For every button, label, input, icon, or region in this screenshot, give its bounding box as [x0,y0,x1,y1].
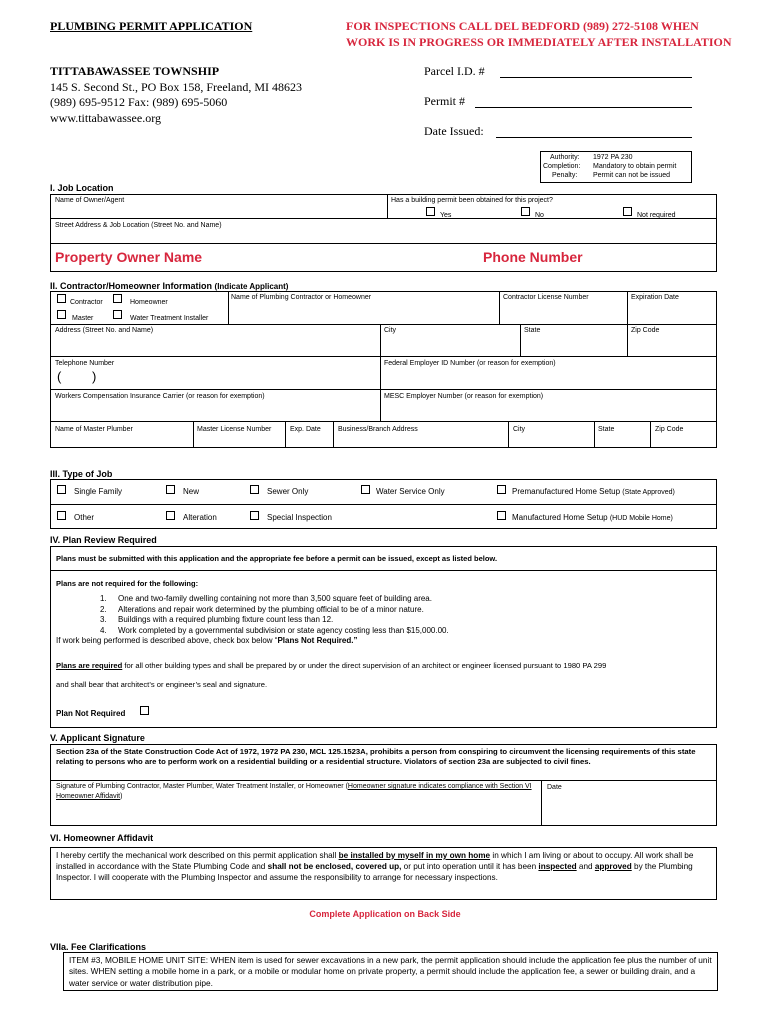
inspections-notice [346,18,732,50]
signature-date-label[interactable]: Date [547,784,562,791]
item-number: 1. [100,594,107,603]
plans-required-lead: Plans are required [56,661,123,670]
inspections-line-2: WORK IS IN PROGRESS OR IMMEDIATELY AFTER INSTALLATION [346,35,732,49]
item-number: 4. [100,625,107,635]
plan-exempt-item [100,605,449,616]
fein-label: Federal Employer ID Number (or reason for exemption) [384,360,556,367]
section-plan-review-heading: IV. Plan Review Required [50,535,157,545]
section-job-location-heading: I. Job Location [50,183,114,193]
authority-box [540,151,692,183]
instruction-prefix: If work being performed is described above, check box below “ [56,636,278,645]
state2-label: State [598,426,615,433]
divider [50,356,717,357]
plan-review-intro: Plans must be submitted with this application and the appropriate fee before a permit can be issued, except as listed below. [56,554,498,563]
divider [541,780,542,826]
job-other-label: Other [74,513,95,522]
divider [50,780,717,781]
authority-value: 1972 PA 230 [593,154,633,161]
applicant-contractor-checkbox[interactable] [57,294,66,303]
applicant-homeowner-checkbox[interactable] [113,294,122,303]
workers-comp-label: Workers Compensation Insurance Carrier (or reason for exemption) [55,393,265,400]
job-manufactured-checkbox[interactable] [497,511,506,520]
section-applicant-signature-heading: V. Applicant Signature [50,733,145,743]
applicant-wti-label: Water Treatment Installer [130,315,209,322]
permit-number-label: Permit # [424,94,465,108]
applicant-homeowner-label: Homeowner [130,299,168,306]
address-label: Address (Street No. and Name) [55,327,154,334]
authority-key: Authority: [550,154,580,161]
plan-exempt-item [100,594,449,605]
divider [50,324,717,325]
permit-yes-label: Yes [440,212,452,219]
permit-number-line[interactable] [475,107,692,108]
job-premanufactured-checkbox[interactable] [497,485,506,494]
affidavit-emphasis: be installed by myself in my own home [338,851,491,860]
divider [520,324,521,356]
premanufactured-note: (State Approved) [622,489,675,496]
plan-exempt-item [100,626,449,637]
completion-key: Completion: [543,163,581,170]
form-title: PLUMBING PERMIT APPLICATION [50,19,253,33]
divider [650,421,651,448]
job-special-inspection-checkbox[interactable] [250,511,259,520]
affidavit-part: by the Plumbing Inspector. I will cooperate with the Plumbing Inspector and assume the responsibility to arrange for necessary inspections. [56,862,693,882]
affidavit-part: I hereby certify the mechanical work described on this permit application shall [56,851,339,860]
statute-text: Section 23a of the State Construction Code Act of 1972, 1972 PA 230, MCL 125.1523A, prohibits a person from conspiring to circumvent the licensing requirements of this state relating to persons who are to perform work on a residential building or a residential structure. Violators of section 23a are subjected to civil fines. [56,747,696,766]
contractor-license-label: Contractor License Number [503,294,589,301]
section-type-of-job-heading: III. Type of Job [50,469,113,479]
divider [627,291,628,324]
plan-not-required-label: Plan Not Required [56,709,126,718]
item-number: 2. [100,604,107,614]
telephone-label: Telephone Number [55,360,115,367]
affidavit-part: or put into operation until it has been [401,862,539,871]
penalty-value: Permit can not be issued [593,172,671,179]
township-phone-fax: (989) 695-9512 Fax: (989) 695-5060 [50,95,228,109]
divider [50,504,717,505]
zip2-label: Zip Code [655,426,684,433]
contractor-heading-note: (Indicate Applicant) [214,282,289,291]
instruction-suffix: .” [351,636,358,645]
applicant-contractor-label: Contractor [70,299,103,306]
street-address-label: Street Address & Job Location (Street No. and Name) [55,222,222,229]
permit-no-checkbox[interactable] [521,207,530,216]
divider [380,324,381,422]
job-alteration-label: Alteration [183,513,217,522]
divider [50,570,717,571]
divider [333,421,334,448]
township-website: www.tittabawassee.org [50,110,161,125]
job-sewer-only-label: Sewer Only [267,487,309,496]
inspections-line-1: FOR INSPECTIONS CALL DEL BEDFORD (989) 272-5108 WHEN [346,19,699,33]
item-number: 3. [100,615,107,624]
owner-agent-label: Name of Owner/Agent [55,197,125,204]
contractor-heading-text: II. Contractor/Homeowner Information [50,281,213,291]
divider [627,324,628,356]
plan-exempt-item [100,615,449,626]
divider [193,421,194,448]
applicant-master-label: Master [72,315,94,322]
phone-paren-open: ( [57,369,62,384]
completion-value: Mandatory to obtain permit [593,163,677,170]
divider [285,421,286,448]
plans-required-text-2: and shall bear that architect’s or engineer’s seal and signature. [56,680,268,689]
divider [594,421,595,448]
permit-not-required-label: Not required [637,212,676,219]
affidavit-text [56,850,696,883]
permit-yes-checkbox[interactable] [426,207,435,216]
plans-required-text [56,661,606,672]
signature-label-text: Signature of Plumbing Contractor, Master Plumber, Water Treatment Installer, or Homeowner ( [56,783,348,790]
applicant-wti-checkbox[interactable] [113,310,122,319]
phone-paren-close: ) [92,369,97,384]
mesc-label: MESC Employer Number (or reason for exemption) [384,393,544,400]
divider [387,194,388,218]
building-permit-question: Has a building permit been obtained for this project? [391,197,553,204]
job-sewer-only-checkbox[interactable] [250,485,259,494]
state-label: State [524,327,541,334]
section-homeowner-affidavit-heading: VI. Homeowner Affidavit [50,833,154,843]
signature-label-note: Homeowner signature indicates compliance with Section VI Homeowner Affidavit [56,783,532,800]
master-license-label: Master License Number [197,426,272,433]
job-single-family-checkbox[interactable] [57,485,66,494]
item-text: Work completed by a governmental subdivision or state agency costing less than $15,000.00. [118,625,449,635]
job-other-checkbox[interactable] [57,511,66,520]
plans-not-required-instruction [56,636,357,647]
job-premanufactured-label [512,487,675,496]
divider [50,421,717,422]
item-text: One and two-family dwelling containing not more than 3,500 square feet of building area. [118,594,432,603]
expiration-date-label: Expiration Date [631,294,679,301]
item-text: Buildings with a required plumbing fixture count less than 12. [118,615,334,624]
job-single-family-label: Single Family [74,487,123,496]
divider [50,218,717,219]
permit-not-required-checkbox[interactable] [623,207,632,216]
business-address-label: Business/Branch Address [338,426,418,433]
contractor-name-label: Name of Plumbing Contractor or Homeowner [231,294,372,301]
property-owner-name[interactable]: Property Owner Name [55,249,203,265]
instruction-bold: Plans Not Required [277,636,352,645]
divider [508,421,509,448]
signature-field-label[interactable] [56,782,536,802]
divider [50,243,717,244]
zip-label: Zip Code [631,327,660,334]
affidavit-emphasis: inspected [538,862,577,871]
date-issued-line[interactable] [496,137,692,138]
township-info [50,64,302,126]
plans-not-required-heading: Plans are not required for the following: [56,579,199,588]
item-text: Alterations and repair work determined by the plumbing official to be of a minor nature. [118,604,424,614]
date-issued-label: Date Issued: [424,124,484,138]
master-plumber-name-label: Name of Master Plumber [55,426,133,433]
premanufactured-text: Premanufactured Home Setup [512,487,621,496]
applicant-master-checkbox[interactable] [57,310,66,319]
parcel-id-line[interactable] [500,77,692,78]
plan-exempt-list [100,594,449,636]
exp-date-label: Exp. Date [290,426,321,433]
permit-no-label: No [535,212,544,219]
manufactured-text: Manufactured Home Setup [512,513,608,522]
township-name: TITTABAWASSEE TOWNSHIP [50,64,220,78]
parcel-id-label: Parcel I.D. # [424,64,485,78]
plans-required-body: for all other building types and shall be prepared by or under the direct supervision of an architect or engineer licensed pursuant to 1980 PA 299 [122,661,607,670]
fee-clarifications-text: ITEM #3, MOBILE HOME UNIT SITE: WHEN item is used for sewer excavations in a new park, the permit application should include the application fee plus the number of unit sites. WHEN setting a mobile home in a park, or a mobile or modular home on private property, a permit should include the application fee, a sewer or building drain, and a water service or water distribution pipe. [69,955,712,988]
job-new-checkbox[interactable] [166,485,175,494]
city2-label: City [513,426,526,433]
section-fee-clarifications-heading: VIIa. Fee Clarifications [50,942,147,952]
job-new-label: New [183,487,200,496]
divider [499,291,500,324]
affidavit-emphasis: shall not be enclosed, covered up, [267,862,402,871]
job-special-inspection-label: Special Inspection [267,513,332,522]
city-label: City [384,327,397,334]
affidavit-part: and [576,862,595,871]
complete-on-back-side: Complete Application on Back Side [309,909,461,919]
job-manufactured-label [512,513,673,522]
manufactured-note: (HUD Mobile Home) [609,515,673,522]
divider [50,389,717,390]
affidavit-part: in which I am living or about to occupy. All work shall be installed in accordance with the State Plumbing Code and [56,851,694,871]
penalty-key: Penalty: [552,172,578,179]
divider [228,291,229,324]
township-address: 145 S. Second St., PO Box 158, Freeland, MI 48623 [50,79,302,94]
signature-label-close: ) [120,793,123,800]
affidavit-emphasis: approved [594,862,632,871]
plan-not-required-checkbox[interactable] [140,706,149,715]
phone-number[interactable]: Phone Number [483,249,583,265]
section-contractor-heading [50,281,288,291]
job-water-service-label: Water Service Only [376,487,445,496]
job-water-service-checkbox[interactable] [361,485,370,494]
job-alteration-checkbox[interactable] [166,511,175,520]
